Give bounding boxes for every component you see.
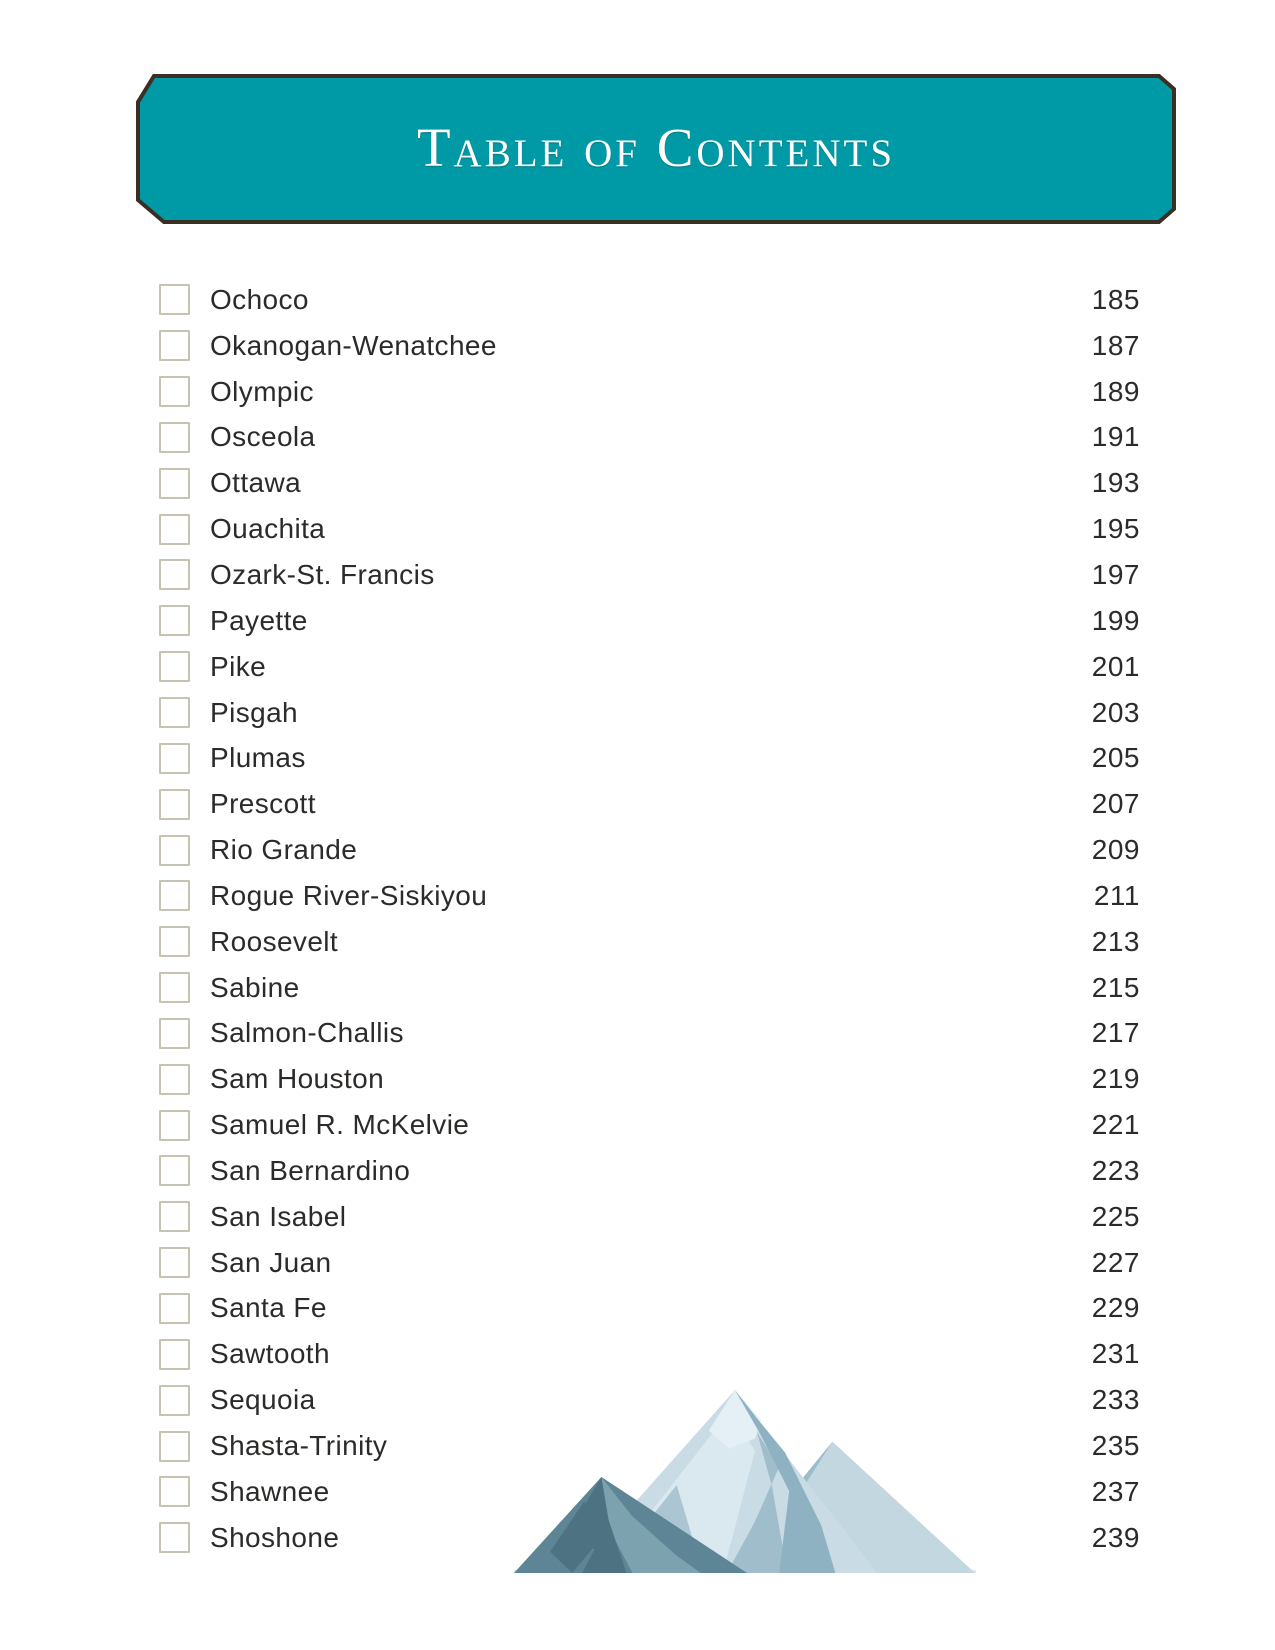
toc-entry-label[interactable]: Payette xyxy=(210,604,308,636)
toc-entry-page-number: 229 xyxy=(1091,1292,1140,1324)
toc-entry-label[interactable]: Pisgah xyxy=(210,696,299,728)
toc-entry-page-number: 209 xyxy=(1091,834,1140,866)
checkbox[interactable] xyxy=(159,1018,190,1049)
mountain-illustration xyxy=(514,1388,976,1576)
toc-entry-label[interactable]: Sabine xyxy=(210,971,300,1003)
toc-entry-page-number: 213 xyxy=(1091,925,1140,957)
checkbox[interactable] xyxy=(159,422,190,453)
toc-entry-row xyxy=(159,873,1140,919)
checkbox[interactable] xyxy=(159,284,190,315)
checkbox[interactable] xyxy=(159,1476,190,1507)
checkbox[interactable] xyxy=(159,1522,190,1553)
toc-entry-page-number: 235 xyxy=(1091,1430,1140,1462)
toc-entry-label[interactable]: Sam Houston xyxy=(210,1063,385,1095)
checkbox[interactable] xyxy=(159,1431,190,1462)
toc-entry-row xyxy=(159,1331,1140,1377)
toc-entry-label[interactable]: Rogue River-Siskiyou xyxy=(210,879,488,911)
toc-entry-label[interactable]: Shasta-Trinity xyxy=(210,1430,388,1462)
toc-entry-row xyxy=(159,690,1140,736)
toc-entry-page-number: 189 xyxy=(1091,375,1140,407)
toc-entry-label[interactable]: Ottawa xyxy=(210,467,302,499)
toc-banner xyxy=(135,74,1177,224)
checkbox[interactable] xyxy=(159,880,190,911)
toc-entry-page-number: 185 xyxy=(1091,283,1140,315)
toc-entry-label[interactable]: Plumas xyxy=(210,742,306,774)
checkbox[interactable] xyxy=(159,1064,190,1095)
page-title: Table of Contents xyxy=(416,116,896,178)
toc-entry-row xyxy=(159,827,1140,873)
checkbox[interactable] xyxy=(159,1155,190,1186)
toc-entry-page-number: 191 xyxy=(1091,421,1140,453)
toc-entry-label[interactable]: Osceola xyxy=(210,421,316,453)
checkbox[interactable] xyxy=(159,789,190,820)
checkbox[interactable] xyxy=(159,468,190,499)
toc-entry-label[interactable]: Prescott xyxy=(210,788,316,820)
toc-entry-row xyxy=(159,1102,1140,1148)
toc-entry-row xyxy=(159,1011,1140,1057)
checkbox[interactable] xyxy=(159,1339,190,1370)
checkbox[interactable] xyxy=(159,376,190,407)
toc-entry-label[interactable]: Ozark-St. Francis xyxy=(210,558,435,590)
toc-entry-page-number: 205 xyxy=(1091,742,1140,774)
toc-entry-page-number: 199 xyxy=(1091,604,1140,636)
toc-entry-page-number: 193 xyxy=(1091,467,1140,499)
toc-entry-label[interactable]: Santa Fe xyxy=(210,1292,327,1324)
checkbox[interactable] xyxy=(159,1293,190,1324)
checkbox[interactable] xyxy=(159,697,190,728)
toc-entry-label[interactable]: Salmon-Challis xyxy=(210,1017,404,1049)
toc-entry-label[interactable]: Sawtooth xyxy=(210,1338,330,1370)
toc-entry-row xyxy=(159,369,1140,415)
toc-entry-label[interactable]: Olympic xyxy=(210,375,314,407)
toc-entry-page-number: 221 xyxy=(1091,1109,1140,1141)
toc-entry-page-number: 239 xyxy=(1091,1521,1140,1553)
toc-entry-row xyxy=(159,1240,1140,1286)
checkbox[interactable] xyxy=(159,559,190,590)
toc-entry-page-number: 219 xyxy=(1091,1063,1140,1095)
toc-entry-label[interactable]: Samuel R. McKelvie xyxy=(210,1109,470,1141)
toc-entry-page-number: 217 xyxy=(1091,1017,1140,1049)
toc-entry-row xyxy=(159,1148,1140,1194)
toc-entry-page-number: 227 xyxy=(1091,1246,1140,1278)
toc-entry-page-number: 223 xyxy=(1091,1154,1140,1186)
toc-entry-page-number: 197 xyxy=(1091,558,1140,590)
toc-entry-page-number: 195 xyxy=(1091,513,1140,545)
toc-entry-label[interactable]: San Isabel xyxy=(210,1200,347,1232)
toc-entry-page-number: 215 xyxy=(1091,971,1140,1003)
toc-entry-row xyxy=(159,460,1140,506)
toc-entry-row xyxy=(159,415,1140,461)
toc-entry-row xyxy=(159,919,1140,965)
checkbox[interactable] xyxy=(159,1201,190,1232)
toc-entry-label[interactable]: Okanogan-Wenatchee xyxy=(210,329,497,361)
toc-entry-row xyxy=(159,323,1140,369)
toc-entry-row xyxy=(159,1286,1140,1332)
toc-entry-row xyxy=(159,1194,1140,1240)
toc-entry-label[interactable]: Roosevelt xyxy=(210,925,339,957)
checkbox[interactable] xyxy=(159,651,190,682)
checkbox[interactable] xyxy=(159,743,190,774)
toc-entry-page-number: 211 xyxy=(1093,879,1140,911)
toc-entry-page-number: 231 xyxy=(1091,1338,1140,1370)
toc-entry-row xyxy=(159,965,1140,1011)
toc-entry-page-number: 225 xyxy=(1091,1200,1140,1232)
toc-entry-label[interactable]: Rio Grande xyxy=(210,834,358,866)
toc-entry-page-number: 203 xyxy=(1091,696,1140,728)
toc-entry-row xyxy=(159,781,1140,827)
toc-entry-page-number: 207 xyxy=(1091,788,1140,820)
checkbox[interactable] xyxy=(159,1385,190,1416)
toc-entry-row xyxy=(159,644,1140,690)
checkbox[interactable] xyxy=(159,1110,190,1141)
toc-entry-row xyxy=(159,506,1140,552)
toc-entry-page-number: 233 xyxy=(1091,1384,1140,1416)
toc-entry-row xyxy=(159,277,1140,323)
toc-entry-page-number: 237 xyxy=(1091,1475,1140,1507)
toc-entry-label[interactable]: Ouachita xyxy=(210,513,326,545)
toc-entry-label[interactable]: San Juan xyxy=(210,1246,332,1278)
toc-entry-page-number: 201 xyxy=(1091,650,1140,682)
toc-entry-label[interactable]: Ochoco xyxy=(210,283,309,315)
checkbox[interactable] xyxy=(159,835,190,866)
toc-entry-row xyxy=(159,552,1140,598)
toc-entry-label[interactable]: Shawnee xyxy=(210,1475,330,1507)
checkbox[interactable] xyxy=(159,1247,190,1278)
checkbox[interactable] xyxy=(159,972,190,1003)
toc-entry-page-number: 187 xyxy=(1091,329,1140,361)
toc-entry-row xyxy=(159,735,1140,781)
toc-entry-label[interactable]: San Bernardino xyxy=(210,1154,411,1186)
checkbox[interactable] xyxy=(159,926,190,957)
toc-entry-label[interactable]: Pike xyxy=(210,650,267,682)
toc-entry-label[interactable]: Sequoia xyxy=(210,1384,316,1416)
toc-entry-label[interactable]: Shoshone xyxy=(210,1521,340,1553)
checkbox[interactable] xyxy=(159,605,190,636)
toc-entry-row xyxy=(159,1056,1140,1102)
checkbox[interactable] xyxy=(159,330,190,361)
checkbox[interactable] xyxy=(159,514,190,545)
toc-list xyxy=(159,277,1140,1561)
toc-entry-row xyxy=(159,598,1140,644)
